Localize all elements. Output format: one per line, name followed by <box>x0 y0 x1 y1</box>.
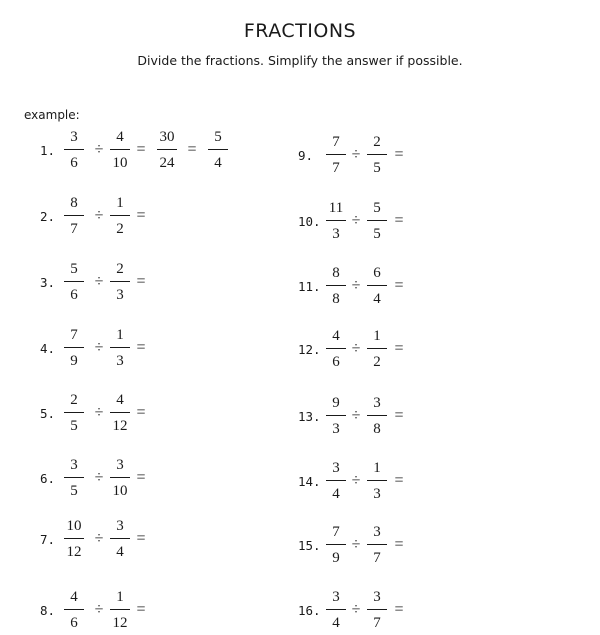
equals-sign: = <box>394 601 404 618</box>
problem <box>0 458 420 506</box>
numerator: 3 <box>70 129 78 145</box>
equals-sign: = <box>136 469 146 486</box>
equals-sign: = <box>136 141 146 158</box>
problem-number: 12. <box>298 342 321 357</box>
fraction-bar <box>326 220 346 221</box>
numerator: 8 <box>70 195 78 211</box>
numerator: 9 <box>332 395 340 411</box>
denominator: 5 <box>70 483 78 499</box>
fraction-bar <box>326 609 346 610</box>
fraction-bar <box>326 544 346 545</box>
numerator: 3 <box>70 457 78 473</box>
instructions: Divide the fractions. Simplify the answer if possible. <box>137 53 463 68</box>
problem-number: 10. <box>298 214 321 229</box>
numerator: 3 <box>332 460 340 476</box>
denominator: 10 <box>112 155 128 171</box>
problem <box>0 522 420 570</box>
fraction <box>321 522 351 568</box>
denominator: 7 <box>373 550 381 566</box>
fraction <box>362 393 392 439</box>
fraction-bar <box>326 480 346 481</box>
equals-sign: = <box>136 273 146 290</box>
problem-number: 2. <box>40 209 56 224</box>
divide-sign: ÷ <box>94 339 104 356</box>
numerator: 1 <box>373 328 381 344</box>
problem <box>0 326 420 374</box>
numerator: 11 <box>328 200 344 216</box>
denominator: 8 <box>332 291 340 307</box>
divide-sign: ÷ <box>94 601 104 618</box>
numerator: 4 <box>70 589 78 605</box>
problem-number: 4. <box>40 341 56 356</box>
problem-number: 7. <box>40 532 56 547</box>
fraction-bar <box>367 154 387 155</box>
denominator: 3 <box>116 287 124 303</box>
denominator: 4 <box>116 544 124 560</box>
equals-sign: = <box>394 536 404 553</box>
equals-sign: = <box>136 530 146 547</box>
fraction-bar <box>326 285 346 286</box>
numerator: 1 <box>116 327 124 343</box>
fraction <box>321 263 351 309</box>
divide-sign: ÷ <box>351 472 361 489</box>
numerator: 1 <box>116 195 124 211</box>
fraction <box>321 132 351 178</box>
denominator: 7 <box>70 221 78 237</box>
numerator: 7 <box>70 327 78 343</box>
fraction-bar <box>367 544 387 545</box>
fraction <box>321 587 351 633</box>
denominator: 6 <box>70 615 78 631</box>
fraction-bar <box>326 348 346 349</box>
denominator: 3 <box>332 421 340 437</box>
fraction <box>321 393 351 439</box>
fraction <box>362 458 392 504</box>
denominator: 9 <box>332 550 340 566</box>
fraction <box>362 263 392 309</box>
denominator: 5 <box>373 160 381 176</box>
numerator: 30 <box>159 129 175 145</box>
denominator: 6 <box>70 155 78 171</box>
numerator: 1 <box>116 589 124 605</box>
problem-number: 8. <box>40 603 56 618</box>
numerator: 1 <box>373 460 381 476</box>
equals-sign: = <box>394 212 404 229</box>
problem-number: 1. <box>40 143 56 158</box>
denominator: 5 <box>70 418 78 434</box>
denominator: 12 <box>66 544 82 560</box>
fraction-bar <box>367 415 387 416</box>
fraction-bar <box>367 348 387 349</box>
denominator: 8 <box>373 421 381 437</box>
fraction <box>362 132 392 178</box>
worksheet-title: FRACTIONS <box>243 20 357 42</box>
problem-number: 3. <box>40 275 56 290</box>
equals-sign: = <box>394 407 404 424</box>
fraction-bar <box>326 415 346 416</box>
divide-sign: ÷ <box>351 146 361 163</box>
numerator: 4 <box>332 328 340 344</box>
denominator: 4 <box>214 155 222 171</box>
divide-sign: ÷ <box>351 277 361 294</box>
fraction <box>321 326 351 372</box>
divide-sign: ÷ <box>351 536 361 553</box>
numerator: 6 <box>373 265 381 281</box>
divide-sign: ÷ <box>351 212 361 229</box>
divide-sign: ÷ <box>351 407 361 424</box>
denominator: 7 <box>373 615 381 631</box>
denominator: 2 <box>116 221 124 237</box>
denominator: 2 <box>373 354 381 370</box>
numerator: 2 <box>70 392 78 408</box>
denominator: 7 <box>332 160 340 176</box>
numerator: 3 <box>116 518 124 534</box>
fraction-bar <box>367 220 387 221</box>
fraction <box>362 522 392 568</box>
equals-sign: = <box>394 277 404 294</box>
equals-sign: = <box>394 340 404 357</box>
numerator: 3 <box>116 457 124 473</box>
fraction <box>362 587 392 633</box>
problem <box>0 263 420 311</box>
numerator: 5 <box>373 200 381 216</box>
fraction <box>321 458 351 504</box>
problem <box>0 132 420 180</box>
fraction-bar <box>367 609 387 610</box>
divide-sign: ÷ <box>94 207 104 224</box>
denominator: 24 <box>159 155 175 171</box>
problem-number: 13. <box>298 409 321 424</box>
problem <box>0 198 420 246</box>
equals-sign: = <box>187 141 197 158</box>
numerator: 7 <box>332 524 340 540</box>
denominator: 12 <box>112 418 128 434</box>
numerator: 3 <box>373 395 381 411</box>
denominator: 4 <box>332 615 340 631</box>
numerator: 2 <box>116 261 124 277</box>
equals-sign: = <box>136 601 146 618</box>
problem <box>0 587 420 635</box>
denominator: 10 <box>112 483 128 499</box>
numerator: 10 <box>66 518 82 534</box>
divide-sign: ÷ <box>94 273 104 290</box>
denominator: 4 <box>373 291 381 307</box>
example-label: example: <box>24 108 80 122</box>
divide-sign: ÷ <box>94 469 104 486</box>
fraction-bar <box>367 480 387 481</box>
problem-number: 5. <box>40 406 56 421</box>
denominator: 6 <box>332 354 340 370</box>
numerator: 3 <box>373 589 381 605</box>
denominator: 4 <box>332 486 340 502</box>
fraction <box>362 326 392 372</box>
numerator: 2 <box>373 134 381 150</box>
numerator: 4 <box>116 129 124 145</box>
numerator: 7 <box>332 134 340 150</box>
denominator: 9 <box>70 353 78 369</box>
divide-sign: ÷ <box>351 340 361 357</box>
problem-number: 11. <box>298 279 321 294</box>
divide-sign: ÷ <box>94 404 104 421</box>
divide-sign: ÷ <box>351 601 361 618</box>
equals-sign: = <box>136 339 146 356</box>
problem-number: 16. <box>298 603 321 618</box>
problem <box>0 393 420 441</box>
equals-sign: = <box>136 207 146 224</box>
denominator: 3 <box>332 226 340 242</box>
divide-sign: ÷ <box>94 530 104 547</box>
denominator: 6 <box>70 287 78 303</box>
fraction-bar <box>326 154 346 155</box>
fraction <box>321 198 351 244</box>
denominator: 3 <box>373 486 381 502</box>
problem-number: 15. <box>298 538 321 553</box>
numerator: 3 <box>332 589 340 605</box>
divide-sign: ÷ <box>94 141 104 158</box>
fraction <box>362 198 392 244</box>
denominator: 5 <box>373 226 381 242</box>
denominator: 12 <box>112 615 128 631</box>
equals-sign: = <box>136 404 146 421</box>
numerator: 3 <box>373 524 381 540</box>
problem-number: 14. <box>298 474 321 489</box>
denominator: 3 <box>116 353 124 369</box>
numerator: 5 <box>70 261 78 277</box>
problem-number: 9. <box>298 148 314 163</box>
numerator: 4 <box>116 392 124 408</box>
fraction-bar <box>367 285 387 286</box>
numerator: 5 <box>214 129 222 145</box>
numerator: 8 <box>332 265 340 281</box>
equals-sign: = <box>394 472 404 489</box>
problem-number: 6. <box>40 471 56 486</box>
equals-sign: = <box>394 146 404 163</box>
